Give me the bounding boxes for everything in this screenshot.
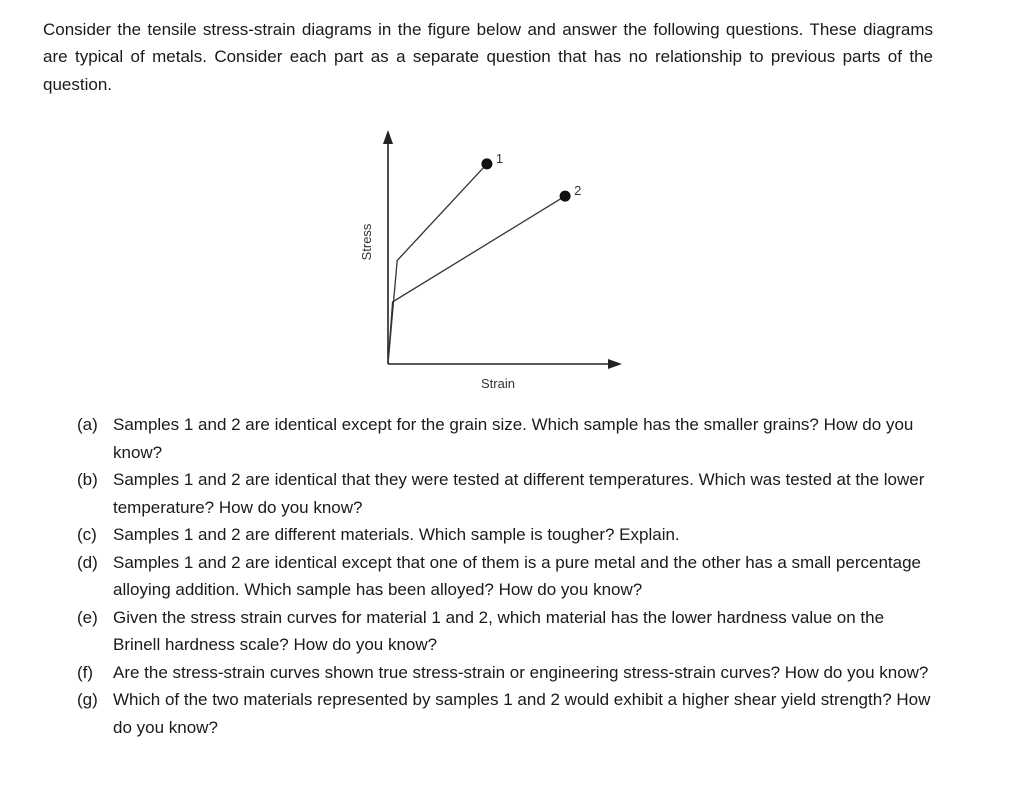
y-axis-label: Stress bbox=[359, 223, 374, 261]
curve-1 bbox=[388, 164, 487, 364]
stress-strain-diagram bbox=[340, 120, 640, 400]
question-item bbox=[77, 686, 934, 741]
question-item bbox=[77, 411, 934, 466]
fracture-point-1 bbox=[481, 158, 492, 169]
fracture-point-2 bbox=[560, 191, 571, 202]
question-text: Given the stress strain curves for material 1 and 2, which material has the lower hardness value on the Brinell hardness scale? How do you know? bbox=[113, 607, 885, 654]
question-item bbox=[77, 549, 934, 604]
question-item bbox=[77, 604, 934, 659]
question-label: (a) bbox=[77, 415, 98, 434]
question-list bbox=[77, 411, 934, 741]
question-label: (e) bbox=[77, 607, 98, 627]
question-item bbox=[77, 659, 934, 687]
question-label: (f) bbox=[77, 662, 94, 682]
x-axis-arrow bbox=[608, 359, 622, 369]
question-text: Which of the two materials represented by samples 1 and 2 would exhibit a higher shear yield strength? How do you know? bbox=[113, 690, 931, 737]
question-text: Samples 1 and 2 are identical except that one of them is a pure metal and the other has a small percentage alloying addition. Which sample has been alloyed? How do you know? bbox=[113, 552, 921, 599]
question-text: Are the stress-strain curves shown true stress-strain or engineering stress-strain curves? How do you know? bbox=[113, 662, 929, 682]
question-item bbox=[77, 466, 934, 521]
question-text: Samples 1 and 2 are identical that they were tested at different temperatures. Which was tested at the lower temperature? How do you know? bbox=[113, 470, 925, 517]
intro-paragraph: Consider the tensile stress-strain diagrams in the figure below and answer the following questions. These diagrams are typical of metals. Consider each part as a separate question that has no relationship to previous parts of the question. bbox=[43, 20, 933, 94]
question-text: Samples 1 and 2 are identical except for the grain size. Which sample has the smaller grains? How do you know? bbox=[113, 415, 914, 462]
curve-label-2: 2 bbox=[574, 183, 582, 199]
axes bbox=[359, 130, 622, 391]
question-item bbox=[77, 521, 934, 549]
question-text: Samples 1 and 2 are different materials. Which sample is tougher? Explain. bbox=[113, 525, 680, 544]
question-label: (b) bbox=[77, 470, 98, 489]
curve-2 bbox=[388, 196, 565, 364]
y-axis-arrow bbox=[383, 130, 393, 144]
question-label: (c) bbox=[77, 525, 97, 544]
x-axis-label: Strain bbox=[481, 376, 515, 391]
question-label: (d) bbox=[77, 552, 98, 572]
question-label: (g) bbox=[77, 690, 98, 709]
curve-label-1: 1 bbox=[495, 150, 504, 166]
